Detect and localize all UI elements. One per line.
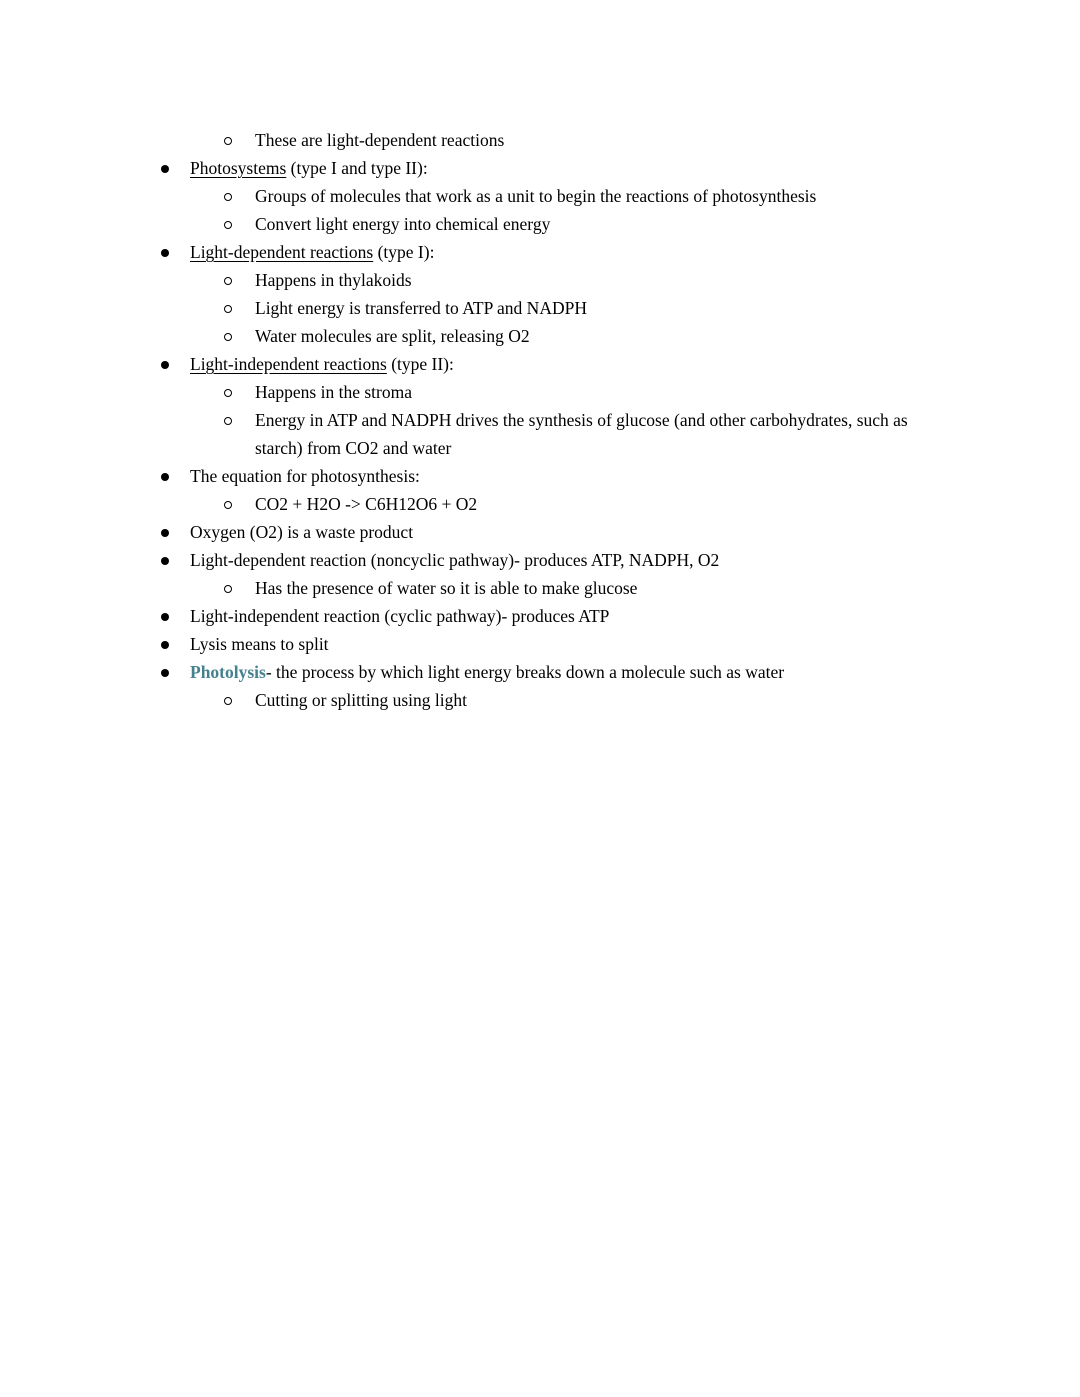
list-item [0,294,1080,322]
line-text: Groups of molecules that work as a unit to begin the reactions of photosynthesis [255,186,817,206]
filled-bullet-icon [161,669,169,677]
line-text: (type II): [386,354,454,374]
list-item [0,154,1080,182]
line-text: Lysis means to split [190,634,329,654]
list-item [0,602,1080,630]
list-item [0,462,1080,490]
line-text: Convert light energy into chemical energy [255,214,551,234]
line-text: Light energy is transferred to ATP and NADPH [255,298,587,318]
hollow-bullet-icon [224,305,232,313]
line-text: Energy in ATP and NADPH drives the synthesis of glucose (and other carbohydrates, such as starch) from CO2 and water [255,410,913,458]
list-item [0,322,1080,350]
list-item [0,406,1080,462]
list-item [0,686,1080,714]
term-text-photolysis: Photolysis [190,662,266,682]
equation-text: CO2 + H2O -> C6H12O6 + O2 [255,494,478,514]
filled-bullet-icon [161,165,169,173]
list-item [0,350,1080,378]
list-item [0,546,1080,574]
list-item [0,490,1080,518]
filled-bullet-icon [161,361,169,369]
hollow-bullet-icon [224,221,232,229]
line-text: Happens in thylakoids [255,270,412,290]
hollow-bullet-icon [224,193,232,201]
term-text: Light-independent reactions [190,354,387,374]
list-item [0,182,1080,210]
hollow-bullet-icon [224,697,232,705]
filled-bullet-icon [161,613,169,621]
list-item [0,210,1080,238]
line-text: Has the presence of water so it is able to make glucose [255,578,638,598]
filled-bullet-icon [161,529,169,537]
hollow-bullet-icon [224,333,232,341]
list-item [0,658,1080,686]
term-text: Photosystems [190,158,287,178]
list-item [0,266,1080,294]
line-text: Light-dependent reaction (noncyclic pathway)- produces ATP, NADPH, O2 [190,550,720,570]
line-text: Cutting or splitting using light [255,690,467,710]
hollow-bullet-icon [224,501,232,509]
line-text: Happens in the stroma [255,382,412,402]
filled-bullet-icon [161,473,169,481]
hollow-bullet-icon [224,137,232,145]
line-text: Light-independent reaction (cyclic pathway)- produces ATP [190,606,610,626]
line-text: (type I): [373,242,435,262]
list-item [0,238,1080,266]
line-text: - the process by which light energy breaks down a molecule such as water [265,662,785,682]
line-text: Oxygen (O2) is a waste product [190,522,414,542]
line-text: (type I and type II): [286,158,428,178]
list-item [0,126,1080,154]
term-text: Light-dependent reactions [190,242,374,262]
line-text: These are light-dependent reactions [255,130,505,150]
hollow-bullet-icon [224,417,232,425]
hollow-bullet-icon [224,389,232,397]
line-text: The equation for photosynthesis: [190,466,420,486]
filled-bullet-icon [161,249,169,257]
list-item [0,518,1080,546]
list-item [0,378,1080,406]
filled-bullet-icon [161,557,169,565]
line-text: Water molecules are split, releasing O2 [255,326,530,346]
hollow-bullet-icon [224,585,232,593]
list-item [0,574,1080,602]
list-item [0,630,1080,658]
hollow-bullet-icon [224,277,232,285]
filled-bullet-icon [161,641,169,649]
